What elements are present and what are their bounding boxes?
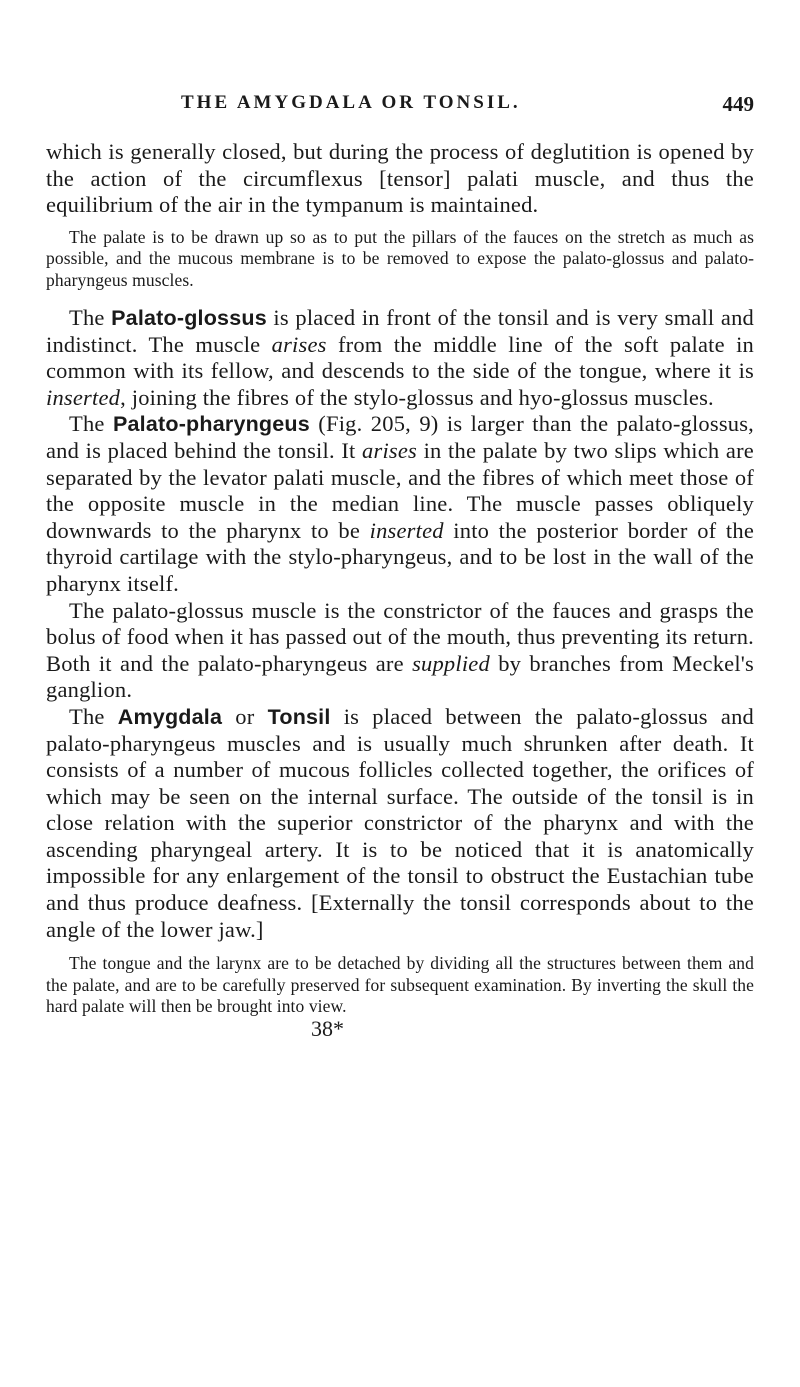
dissection-note: The tongue and the larynx are to be detached by dividing all the structures between them and the palate, and are to be carefully preserved for subsequent examination. By inverting the skull the hard palate will then be brought into view.: [46, 953, 754, 1017]
paragraph-continuation: which is generally closed, but during the process of deglutition is opened by the action of the circumflexus [tensor] palati muscle, and thus the equilibrium of the air in the tympanum is maintained.: [46, 139, 754, 218]
emphasis-inserted: inserted: [46, 384, 121, 410]
paragraph-palato-pharyngeus: [46, 411, 754, 597]
emphasis-supplied: supplied: [412, 650, 490, 676]
emphasis-inserted: inserted: [369, 517, 444, 543]
signature-mark: 38*: [311, 1016, 344, 1042]
text-run: into the posterior border of the thyroid cartilage with the stylo-pharyngeus, and to be lost in the wall of the pharynx itself.: [46, 517, 754, 596]
emphasis-arises: arises: [362, 437, 418, 463]
term-palato-glossus: Palato-glossus: [111, 306, 267, 330]
text-run: by branches from Meckel's ganglion.: [46, 650, 754, 703]
paragraph-amygdala: [46, 704, 754, 943]
text-run: (Fig. 205, 9) is larger than the palato-glossus, and is placed behind the tonsil. It: [46, 411, 755, 463]
dissection-note: The palate is to be drawn up so as to put the pillars of the fauces on the stretch as much as possible, and the mucous membrane is to be removed to expose the palato-glossus and palato-pharyngeus muscles.: [46, 226, 754, 290]
paragraph-constrictor: [46, 598, 754, 704]
text-run: The: [69, 411, 113, 437]
emphasis-arises: arises: [271, 331, 327, 357]
text-run: The: [69, 703, 118, 729]
page-number: 449: [722, 92, 754, 116]
text-run: is placed in front of the tonsil and is very small and indistinct. The muscle: [46, 305, 755, 357]
text-run: The: [69, 305, 112, 330]
text-run: , joining the fibres of the stylo-glossus and hyo-glossus muscles.: [120, 384, 714, 410]
term-tonsil: Tonsil: [267, 704, 331, 729]
term-amygdala: Amygdala: [117, 704, 223, 729]
text-run: The palato-glossus muscle is the constrictor of the fauces and grasps the bolus of food when it has passed out of the mouth, thus preventing its return. Both it and the palato-pharyngeus are: [46, 597, 754, 676]
text-run: or: [222, 703, 268, 729]
running-header: [46, 92, 754, 122]
term-palato-pharyngeus: Palato-pharyngeus: [112, 412, 310, 437]
page-body: [46, 139, 754, 1041]
text-run: from the middle line of the soft palate in common with its fellow, and descends to the side of the tongue, where it is: [46, 331, 754, 384]
text-run: is placed between the palato-glossus and palato-pharyngeus muscles and is usually much shrunken after death. It consists of a number of mucous follicles collected together, the orifices of which may be seen on the internal surface. The outside of the tonsil is in close relation with the superior constrictor of the pharynx and with the ascending pharyngeal artery. It is to be noticed that it is anatomically impossible for any enlargement of the tonsil to obstruct the Eustachian tube and thus produce deafness. [Externally the tonsil corresponds about to the angle of the lower jaw.]: [46, 703, 755, 942]
running-title: THE AMYGDALA OR TONSIL.: [181, 92, 521, 113]
text-run: in the palate by two slips which are separated by the levator palati muscle, and the fibres of which meet those of the opposite muscle in the median line. The muscle passes obliquely downwards to the pharynx to be: [46, 437, 754, 543]
paragraph-palato-glossus: [46, 305, 754, 411]
